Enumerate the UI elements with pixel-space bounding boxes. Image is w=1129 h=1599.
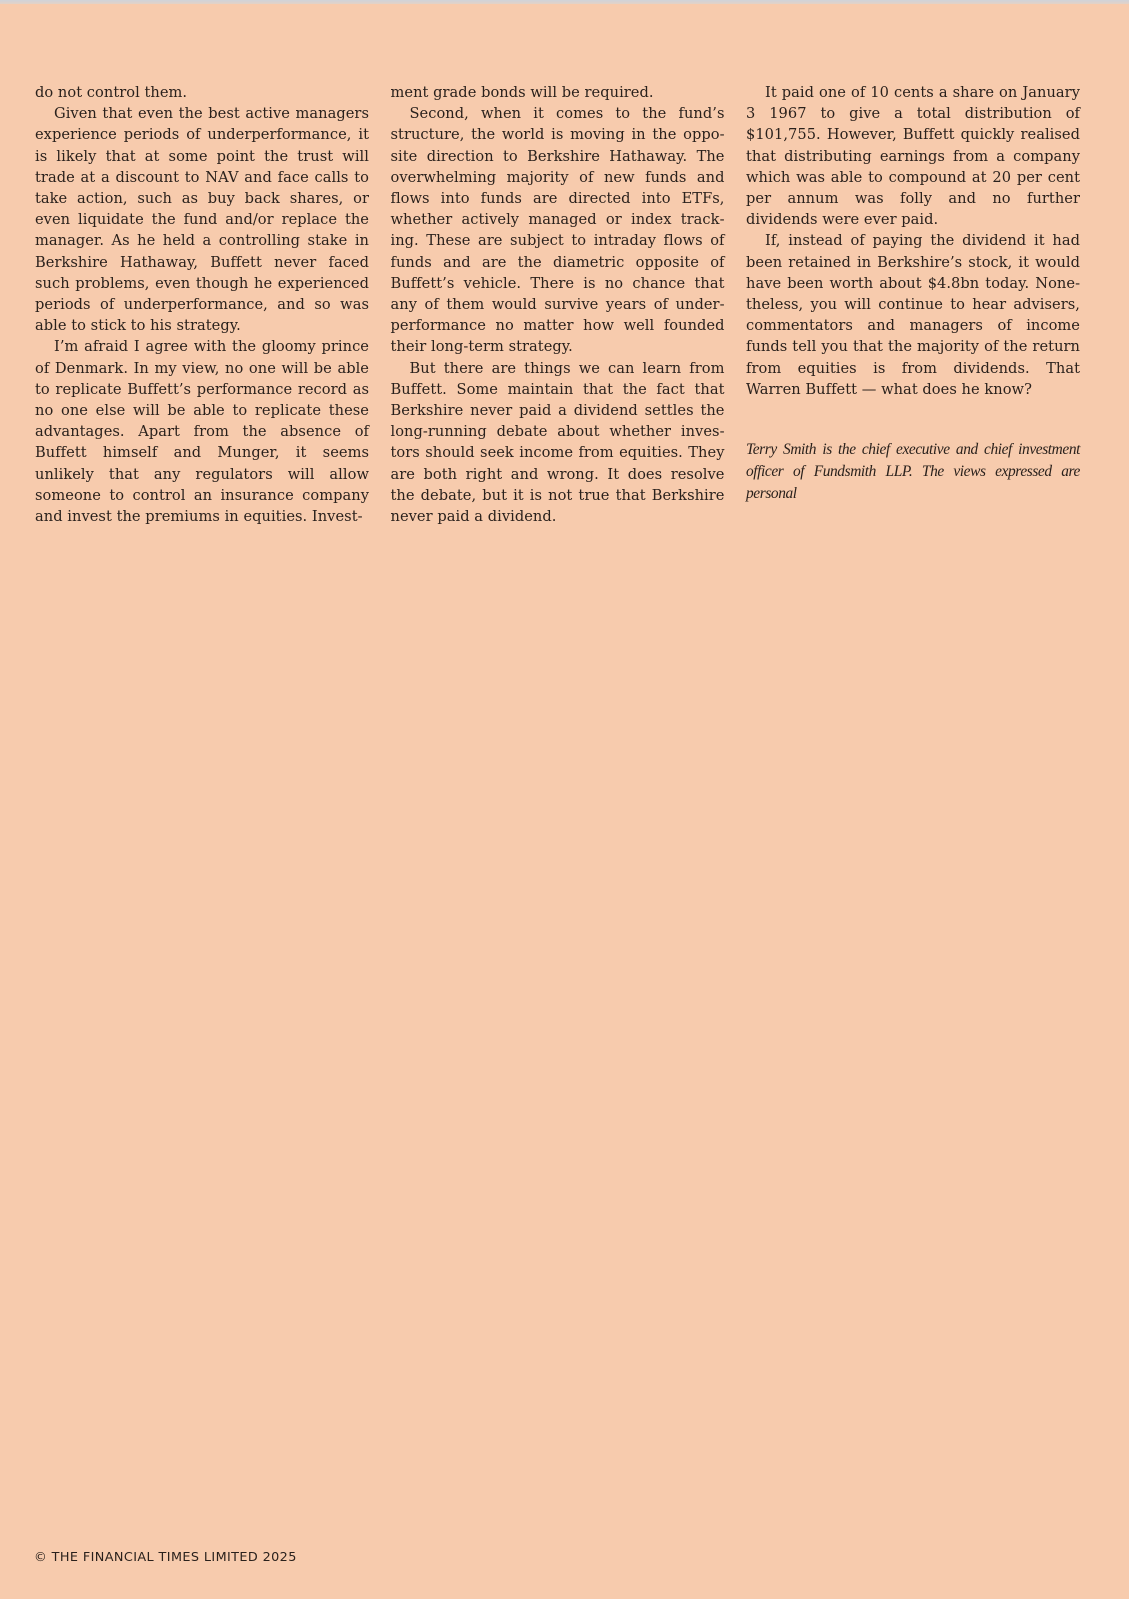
column-2 bbox=[391, 82, 725, 527]
paragraph: I’m afraid I agree with the gloomy prince of Denmark. In my view, no one will be able to replicate Buffett’s performance record as no one else will be able to replicate these advantages. Apart from the absence of Buffett himself and Munger, it seems unlikely that any regulators will allow someone to control an insurance company and invest the premiums in equities. Invest- bbox=[35, 338, 369, 526]
paragraph: Given that even the best active managers experience periods of underperformance, it is likely that at some point the trust will trade at a discount to NAV and face calls to take action, such as buy back shares, or even liquidate the fund and/or replace the manager. As he held a controlling stake in Berkshire Hathaway, Buffett never faced such problems, even though he experienced periods of underperformance, and so was able to stick to his strategy. bbox=[35, 105, 369, 335]
paragraph: ment grade bonds will be required. bbox=[390, 84, 654, 101]
column-3 bbox=[746, 82, 1080, 527]
paragraph: do not control them. bbox=[35, 84, 188, 101]
author-bio: Terry Smith is the chief executive and chief investment officer of Fundsmith LLP. The views expressed are personal bbox=[746, 441, 1080, 503]
paragraph: Second, when it comes to the fund’s structure, the world is moving in the opposite direction to Berkshire Hathaway. The overwhelming majority of new funds and flows into funds are directed into ETFs, whether actively managed or index tracking. These are subject to intraday flows of funds and are the diametric opposite of Buffett’s vehicle. There is no chance that any of them would survive years of underperformance no matter how well founded their long-term strategy. bbox=[390, 105, 725, 356]
copyright-notice: © THE FINANCIAL TIMES LIMITED 2025 bbox=[34, 1550, 297, 1565]
top-edge bbox=[0, 0, 1129, 4]
paragraph: But there are things we can learn from Buffett. Some maintain that the fact that Berkshire never paid a dividend settles the long-running debate about whether investors should seek income from equities. They are both right and wrong. It does resolve the debate, but it is not true that Berkshire never paid a dividend. bbox=[390, 359, 725, 526]
column-1 bbox=[35, 82, 369, 527]
paragraph: If, instead of paying the dividend it had been retained in Berkshire’s stock, it would have been worth about $4.8bn today. Nonetheless, you will continue to hear advisers, commentators and managers of income funds tell you that the majority of the return from equities is from dividends. That Warren Buffett — what does he know? bbox=[746, 232, 1080, 398]
paragraph: It paid one of 10 cents a share on January 3 1967 to give a total distribution of $101,755. However, Buffett quickly realised that distributing earnings from a company which was able to compound at 20 per cent per annum was folly and no further dividends were ever paid. bbox=[746, 84, 1080, 229]
article-body bbox=[35, 82, 1080, 527]
